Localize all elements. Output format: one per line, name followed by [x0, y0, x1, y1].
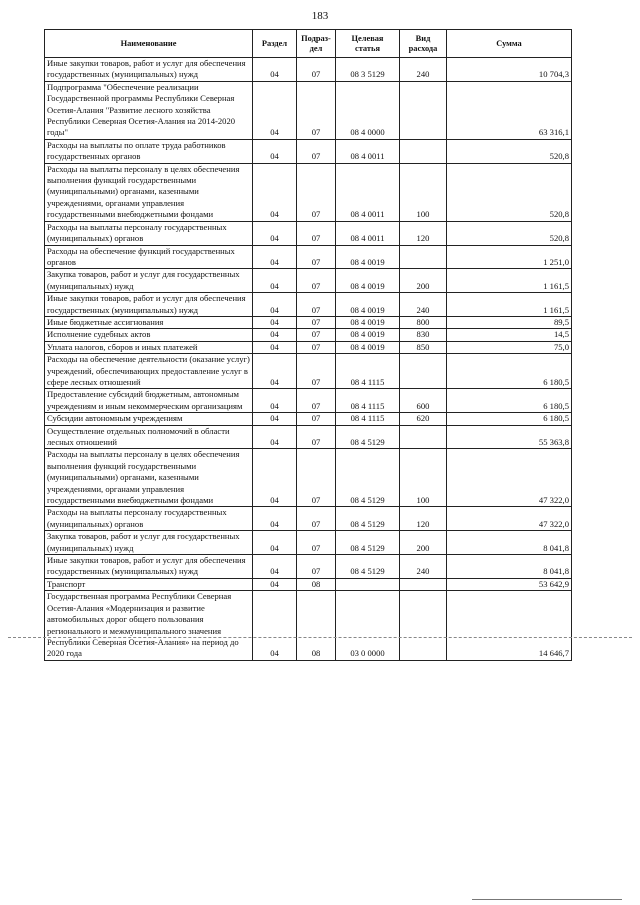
- row-subsection: 07: [297, 58, 336, 82]
- table-row: [45, 269, 572, 293]
- row-target: 08 4 1115: [336, 389, 400, 413]
- row-kind: 200: [400, 269, 447, 293]
- row-amount: 14 646,7: [447, 591, 572, 660]
- row-subsection: 07: [297, 354, 336, 389]
- row-amount: 1 161,5: [447, 293, 572, 317]
- table-row: [45, 58, 572, 82]
- row-section: 04: [253, 329, 297, 341]
- table-row: [45, 221, 572, 245]
- row-amount: 520,8: [447, 139, 572, 163]
- row-name: Субсидии автономным учреждениям: [45, 413, 253, 425]
- row-kind: [400, 425, 447, 449]
- table-row: [45, 578, 572, 590]
- row-kind: 240: [400, 555, 447, 579]
- table-row: [45, 555, 572, 579]
- row-section: 04: [253, 316, 297, 328]
- row-amount: 1 251,0: [447, 245, 572, 269]
- row-amount: 55 363,8: [447, 425, 572, 449]
- row-subsection: 07: [297, 139, 336, 163]
- row-amount: 10 704,3: [447, 58, 572, 82]
- row-subsection: 07: [297, 341, 336, 353]
- row-name: Государственная программа Республики Северная Осетия-Алания «Модернизация и развитие автомобильных дорог общего пользования регионального и межмуниципального значения Республики Северная Осетия-Алания» на период до 2020 года: [45, 591, 253, 660]
- table-row: [45, 293, 572, 317]
- row-target: [336, 578, 400, 590]
- row-subsection: 07: [297, 221, 336, 245]
- row-kind: 830: [400, 329, 447, 341]
- row-section: 04: [253, 449, 297, 507]
- row-name: Закупка товаров, работ и услуг для государственных (муниципальных) нужд: [45, 269, 253, 293]
- row-name: Транспорт: [45, 578, 253, 590]
- row-name: Иные закупки товаров, работ и услуг для обеспечения государственных (муниципальных) нужд: [45, 555, 253, 579]
- row-name: Расходы на выплаты персоналу государственных (муниципальных) органов: [45, 507, 253, 531]
- table-body: [45, 58, 572, 661]
- row-name: Иные закупки товаров, работ и услуг для обеспечения государственных (муниципальных) нужд: [45, 58, 253, 82]
- row-subsection: 07: [297, 81, 336, 139]
- page-number: 183: [311, 10, 329, 22]
- row-kind: [400, 245, 447, 269]
- row-amount: 47 322,0: [447, 507, 572, 531]
- row-section: 04: [253, 81, 297, 139]
- row-name: Уплата налогов, сборов и иных платежей: [45, 341, 253, 353]
- row-target: 08 4 0000: [336, 81, 400, 139]
- row-section: 04: [253, 163, 297, 221]
- row-target: 08 4 5129: [336, 425, 400, 449]
- row-section: 04: [253, 139, 297, 163]
- table-row: [45, 329, 572, 341]
- row-name: Расходы на выплаты персоналу в целях обеспечения выполнения функций государственными (муниципальными) органами, казенными учреждениями, органами управления государственными внебюджетными фондами: [45, 163, 253, 221]
- row-target: 08 4 1115: [336, 354, 400, 389]
- row-section: 04: [253, 555, 297, 579]
- row-kind: 800: [400, 316, 447, 328]
- row-target: 08 4 0019: [336, 341, 400, 353]
- row-section: 04: [253, 221, 297, 245]
- row-name: Закупка товаров, работ и услуг для государственных (муниципальных) нужд: [45, 531, 253, 555]
- row-kind: 200: [400, 531, 447, 555]
- row-kind: 600: [400, 389, 447, 413]
- row-subsection: 07: [297, 425, 336, 449]
- row-section: 04: [253, 531, 297, 555]
- header-name: Наименование: [45, 30, 253, 58]
- table-row: [45, 163, 572, 221]
- row-amount: 6 180,5: [447, 413, 572, 425]
- row-kind: 120: [400, 507, 447, 531]
- row-amount: 520,8: [447, 163, 572, 221]
- header-kind: Вид расхода: [400, 30, 447, 58]
- row-target: 08 4 0011: [336, 139, 400, 163]
- row-target: 03 0 0000: [336, 591, 400, 660]
- row-subsection: 07: [297, 555, 336, 579]
- row-target: 08 4 5129: [336, 449, 400, 507]
- header-subsection: Подраз- дел: [297, 30, 336, 58]
- row-subsection: 07: [297, 245, 336, 269]
- budget-table: [44, 29, 572, 661]
- row-name: Расходы на обеспечение функций государственных органов: [45, 245, 253, 269]
- table-row: [45, 531, 572, 555]
- row-target: 08 4 1115: [336, 413, 400, 425]
- row-subsection: 07: [297, 293, 336, 317]
- row-amount: 14,5: [447, 329, 572, 341]
- row-subsection: 07: [297, 163, 336, 221]
- row-kind: [400, 591, 447, 660]
- row-target: 08 4 0011: [336, 221, 400, 245]
- table-row: [45, 507, 572, 531]
- table-row: [45, 354, 572, 389]
- row-section: 04: [253, 293, 297, 317]
- row-amount: 47 322,0: [447, 449, 572, 507]
- row-subsection: 07: [297, 329, 336, 341]
- footer-rule: [472, 899, 622, 900]
- row-amount: 1 161,5: [447, 269, 572, 293]
- row-amount: 6 180,5: [447, 389, 572, 413]
- row-target: 08 4 0019: [336, 329, 400, 341]
- row-section: 04: [253, 425, 297, 449]
- table-row: [45, 449, 572, 507]
- row-name: Иные бюджетные ассигнования: [45, 316, 253, 328]
- row-name: Предоставление субсидий бюджетным, автономным учреждениям и иным некоммерческим организациям: [45, 389, 253, 413]
- row-section: 04: [253, 389, 297, 413]
- row-subsection: 07: [297, 449, 336, 507]
- row-kind: 240: [400, 58, 447, 82]
- table-row: [45, 413, 572, 425]
- row-name: Расходы на выплаты персоналу государственных (муниципальных) органов: [45, 221, 253, 245]
- row-kind: [400, 354, 447, 389]
- row-amount: 8 041,8: [447, 555, 572, 579]
- table-row: [45, 245, 572, 269]
- row-name: Подпрограмма "Обеспечение реализации Государственной программы Республики Северная Осетия-Алания "Развитие лесного хозяйства Республики Северная Осетия-Алания на 2014-2020 годы": [45, 81, 253, 139]
- row-subsection: 07: [297, 389, 336, 413]
- row-amount: 75,0: [447, 341, 572, 353]
- row-name: Исполнение судебных актов: [45, 329, 253, 341]
- row-kind: [400, 139, 447, 163]
- row-section: 04: [253, 58, 297, 82]
- row-kind: 100: [400, 449, 447, 507]
- row-target: 08 4 0019: [336, 269, 400, 293]
- row-name: Расходы на выплаты по оплате труда работников государственных органов: [45, 139, 253, 163]
- row-kind: [400, 578, 447, 590]
- row-target: 08 4 5129: [336, 531, 400, 555]
- row-subsection: 07: [297, 269, 336, 293]
- row-target: 08 3 5129: [336, 58, 400, 82]
- row-target: 08 4 5129: [336, 507, 400, 531]
- row-name: Расходы на выплаты персоналу в целях обеспечения выполнения функций государственными (муниципальными) органами, казенными учреждениями, органами управления государственными внебюджетными фондами: [45, 449, 253, 507]
- row-kind: 850: [400, 341, 447, 353]
- table-row: [45, 389, 572, 413]
- table-row: [45, 341, 572, 353]
- header-section: Раздел: [253, 30, 297, 58]
- row-section: 04: [253, 591, 297, 660]
- row-amount: 8 041,8: [447, 531, 572, 555]
- header-target: Целевая статья: [336, 30, 400, 58]
- row-name: Осуществление отдельных полномочий в области лесных отношений: [45, 425, 253, 449]
- row-target: 08 4 5129: [336, 555, 400, 579]
- row-name: Иные закупки товаров, работ и услуг для обеспечения государственных (муниципальных) нужд: [45, 293, 253, 317]
- header-amount: Сумма: [447, 30, 572, 58]
- row-section: 04: [253, 269, 297, 293]
- table-row: [45, 425, 572, 449]
- row-subsection: 07: [297, 316, 336, 328]
- table-row: [45, 591, 572, 660]
- row-section: 04: [253, 341, 297, 353]
- table-row: [45, 139, 572, 163]
- row-amount: 520,8: [447, 221, 572, 245]
- row-target: 08 4 0011: [336, 163, 400, 221]
- row-section: 04: [253, 578, 297, 590]
- row-amount: 53 642,9: [447, 578, 572, 590]
- table-header-row: [45, 30, 572, 58]
- page-break-line: [8, 637, 632, 638]
- table-row: [45, 316, 572, 328]
- row-section: 04: [253, 507, 297, 531]
- row-section: 04: [253, 354, 297, 389]
- row-kind: 240: [400, 293, 447, 317]
- row-subsection: 08: [297, 578, 336, 590]
- row-section: 04: [253, 245, 297, 269]
- row-kind: [400, 81, 447, 139]
- row-kind: 620: [400, 413, 447, 425]
- row-subsection: 07: [297, 531, 336, 555]
- row-kind: 100: [400, 163, 447, 221]
- row-subsection: 07: [297, 507, 336, 531]
- row-kind: 120: [400, 221, 447, 245]
- row-amount: 89,5: [447, 316, 572, 328]
- row-subsection: 07: [297, 413, 336, 425]
- row-amount: 63 316,1: [447, 81, 572, 139]
- row-section: 04: [253, 413, 297, 425]
- row-name: Расходы на обеспечение деятельности (оказание услуг) учреждений, обеспечивающих предоставление услуг в сфере лесных отношений: [45, 354, 253, 389]
- row-amount: 6 180,5: [447, 354, 572, 389]
- row-target: 08 4 0019: [336, 316, 400, 328]
- row-target: 08 4 0019: [336, 293, 400, 317]
- row-target: 08 4 0019: [336, 245, 400, 269]
- table-row: [45, 81, 572, 139]
- row-subsection: 08: [297, 591, 336, 660]
